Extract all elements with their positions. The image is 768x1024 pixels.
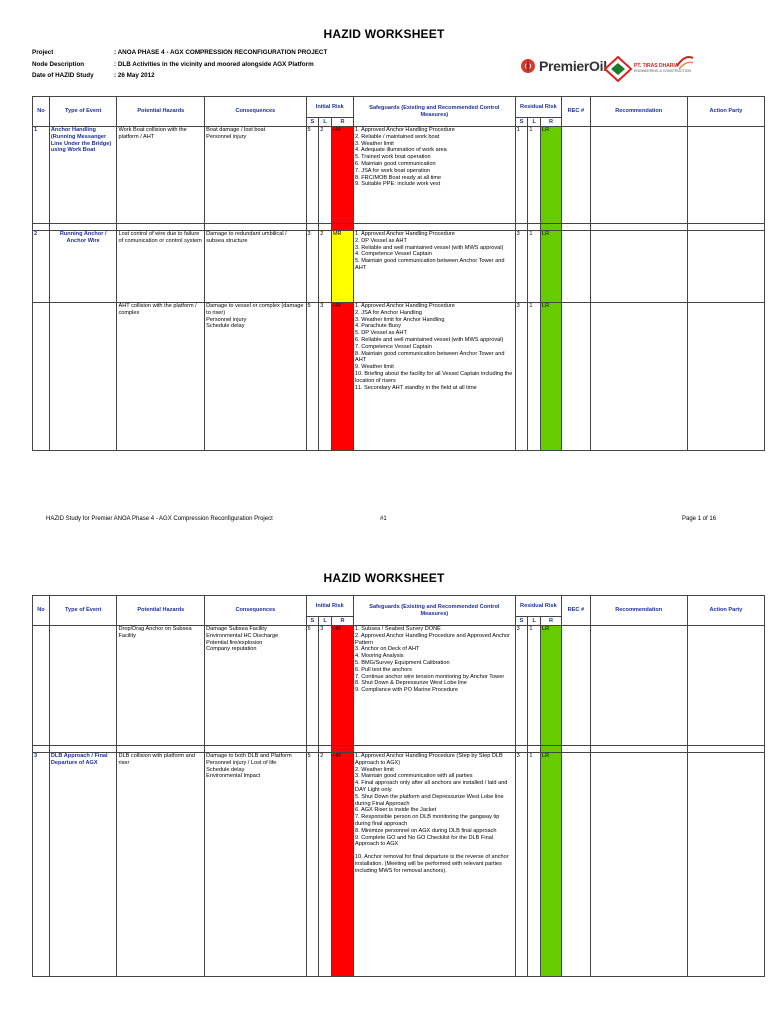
page2-title: HAZID WORKSHEET xyxy=(323,571,445,585)
col-hazards: Potential Hazards xyxy=(117,97,205,127)
premieroil-icon xyxy=(520,58,536,74)
table-row: 2 Running Anchor / Anchor Wire Lost control of wire due to failure of comunication or control system Damage to redundant umbilical / subsea structure 3 2 MR 1. Approved Anchor Handling Procedure 2. DP Vessel as AHT 3. Reliable and well maintained vessel (with MWS approval) 4. Competence Vessel Captain 5. Maintain good communication between Anchor Tower and AHT 3 1 LR xyxy=(33,231,765,303)
footer-mid: #1 xyxy=(380,516,387,522)
col-rec: REC # xyxy=(562,97,591,127)
swirl-icon xyxy=(675,52,695,72)
project-meta: Project : ANOA PHASE 4 - AGX COMPRESSION RECONFIGURATION PROJECT Node Description : DLB Activities in the vicinity and moored alongside AGX Platform Date of HAZID Study : 26 May 2012 xyxy=(32,49,328,79)
hazid-table-page2: No Type of Event Potential Hazards Consequences Initial Risk Safeguards (Existing and Recommended Control Measures) Residual Risk REC # Recommendation Action Party S L R S L R Drop/Drag Anchor on Subsea Facility Damage Subsea Facility Environmental HC Discharge Potential fire/explosion Company reputation 5 3 HR 1. Subsea / Seabed Survey DONE 2. Approved Anchor Handling Procedure and Approved Anchor Pattern 3. Anchor on Deck of AHT 4. Mooring Analysis 5. BMG/Survey Equipment Calibration 6. Pull test the anchors 7. Continue anchor wire tension monitoring by Anchor Tower 8. Shut Down & Depressurize West Lobe line 9. Compliance with PO Marine Procedure 3 1 LR 3 DLB Approach / Final Departure of AGX DLB collision with platform and riser Damage to both DLB and Platform Personnel injury / Lost of life Schedule delay Environmental Impact 5 2 HR 1. Approved Anchor Handling Procedure (Step by Step DLB Approach to AGX) 2. Weather limit 3. Maintain good communication with all parties 4. Final approach only after all anchors are installed / laid and DAY Light only. 5. Shut Down the platform and Depressurize West Lobe line during Final Approach 6. AGX Riser is inside the Jacket 7. Responsible person on DLB monitoring the gangway tip during final approach 8. Minimize personnel on AGX during DLB final approach 9. Complete GO and No GO Checklist for the DLB Final Approach to AGX 10. Anchor removal for final departure is the reverse of anchor installation. (Meeting will be performed with relevant parties including MWS for removal anchors). 3 1 LR xyxy=(32,595,765,977)
col-action: Action Party xyxy=(687,97,764,127)
table-row: Drop/Drag Anchor on Subsea Facility Damage Subsea Facility Environmental HC Discharge Potential fire/explosion Company reputation 5 3 HR 1. Subsea / Seabed Survey DONE 2. Approved Anchor Handling Procedure and Approved Anchor Pattern 3. Anchor on Deck of AHT 4. Mooring Analysis 5. BMG/Survey Equipment Calibration 6. Pull test the anchors 7. Continue anchor wire tension monitoring by Anchor Tower 8. Shut Down & Depressurize West Lobe line 9. Compliance with PO Marine Procedure 3 1 LR xyxy=(33,626,765,746)
ptt-logo: PT. TIRAS DHARIA ENGINEERING & CONSTRUCTION xyxy=(603,54,693,84)
risk-badge: HR xyxy=(331,303,353,451)
hazid-table-page1: No Type of Event Potential Hazards Consequences Initial Risk Safeguards (Existing and Recommended Control Measures) Residual Risk REC # Recommendation Action Party S L R S L R 1 Anchor Handling (Running Messanger Line Under the Bridge) using Work Boat Work Boat collision with the platform / AHT Boat damage / lost boat Personnel injury 5 2 HR 1. Approved Anchor Handling Procedure 2. Reliable / maintained work boat 3. Weather limit 4. Adequate illumination of work area 5. Trained work boat operation 6. Maintain good communication 7. JSA for work boat operation 8. FRC/MOB Boat ready at all time 9. Suitable PPE: include work vest 1 1 LR 2 Running Anchor / Anchor Wire Lost control of wire due to failure of comunication or control system Damage to redundant umbilical / subsea structure 3 2 MR 1. Approved Anchor Handling Procedure 2. DP Vessel as AHT 3. Reliable and well maintained vessel (with MWS approval) 4. Competence Vessel Captain 5. Maintain good communication between Anchor Tower and AHT 3 1 LR AHT collision with the platform / complex Damage to vessel or complex (damage to riser) Personnel injury Schedule delay 5 3 HR 1. Approved Anchor Handling Procedure 2. JSA for Anchor Handling 3. Weather limit for Anchor Handling 4. Parachute Buoy 5. DP Vessel as AHT 6. Reliable and well maintained vessel (with MWS approval) 7. Competence Vessel Captain 8. Maintain good communication between Anchor Tower and AHT 9. Weather limit 10. Briefing about the facility for all Vessel Captain including the location of risers 11. Secondary AHT standby in the field at all time 3 1 LR xyxy=(32,96,765,451)
risk-badge: LR xyxy=(540,626,561,746)
risk-badge: LR xyxy=(540,231,561,303)
col-no: No xyxy=(33,97,50,127)
col-initial-risk: Initial Risk xyxy=(306,97,354,118)
risk-badge: LR xyxy=(540,303,561,451)
risk-badge: LR xyxy=(540,753,561,977)
page-title: HAZID WORKSHEET xyxy=(323,27,445,41)
risk-badge: MR xyxy=(331,231,353,303)
table-row: AHT collision with the platform / complex Damage to vessel or complex (damage to riser) Personnel injury Schedule delay 5 3 HR 1. Approved Anchor Handling Procedure 2. JSA for Anchor Handling 3. Weather limit for Anchor Handling 4. Parachute Buoy 5. DP Vessel as AHT 6. Reliable and well maintained vessel (with MWS approval) 7. Competence Vessel Captain 8. Maintain good communication between Anchor Tower and AHT 9. Weather limit 10. Briefing about the facility for all Vessel Captain including the location of risers 11. Secondary AHT standby in the field at all time 3 1 LR xyxy=(33,303,765,451)
risk-badge: HR xyxy=(331,626,353,746)
col-event: Type of Event xyxy=(49,97,117,127)
risk-badge: HR xyxy=(331,753,353,977)
col-safeguards: Safeguards (Existing and Recommended Control Measures) xyxy=(354,97,516,127)
ptt-icon xyxy=(603,56,633,82)
footer-left: HAZID Study for Premier ANOA Phase 4 - AGX Compression Reconfiguration Project xyxy=(46,516,273,522)
col-residual-risk: Residual Risk xyxy=(515,97,562,118)
col-consequences: Consequences xyxy=(205,97,306,127)
risk-badge: HR xyxy=(331,127,353,224)
table-row: 1 Anchor Handling (Running Messanger Line Under the Bridge) using Work Boat Work Boat collision with the platform / AHT Boat damage / lost boat Personnel injury 5 2 HR 1. Approved Anchor Handling Procedure 2. Reliable / maintained work boat 3. Weather limit 4. Adequate illumination of work area 5. Trained work boat operation 6. Maintain good communication 7. JSA for work boat operation 8. FRC/MOB Boat ready at all time 9. Suitable PPE: include work vest 1 1 LR xyxy=(33,127,765,224)
premieroil-logo: PremierOil xyxy=(520,58,607,74)
table-row: 3 DLB Approach / Final Departure of AGX DLB collision with platform and riser Damage to both DLB and Platform Personnel injury / Lost of life Schedule delay Environmental Impact 5 2 HR 1. Approved Anchor Handling Procedure (Step by Step DLB Approach to AGX) 2. Weather limit 3. Maintain good communication with all parties 4. Final approach only after all anchors are installed / laid and DAY Light only. 5. Shut Down the platform and Depressurize West Lobe line during Final Approach 6. AGX Riser is inside the Jacket 7. Responsible person on DLB monitoring the gangway tip during final approach 8. Minimize personnel on AGX during DLB final approach 9. Complete GO and No GO Checklist for the DLB Final Approach to AGX 10. Anchor removal for final departure is the reverse of anchor installation. (Meeting will be performed with relevant parties including MWS for removal anchors). 3 1 LR xyxy=(33,753,765,977)
risk-badge: LR xyxy=(540,127,561,224)
page-number: Page 1 of 16 xyxy=(682,516,717,522)
col-recommendation: Recommendation xyxy=(590,97,687,127)
